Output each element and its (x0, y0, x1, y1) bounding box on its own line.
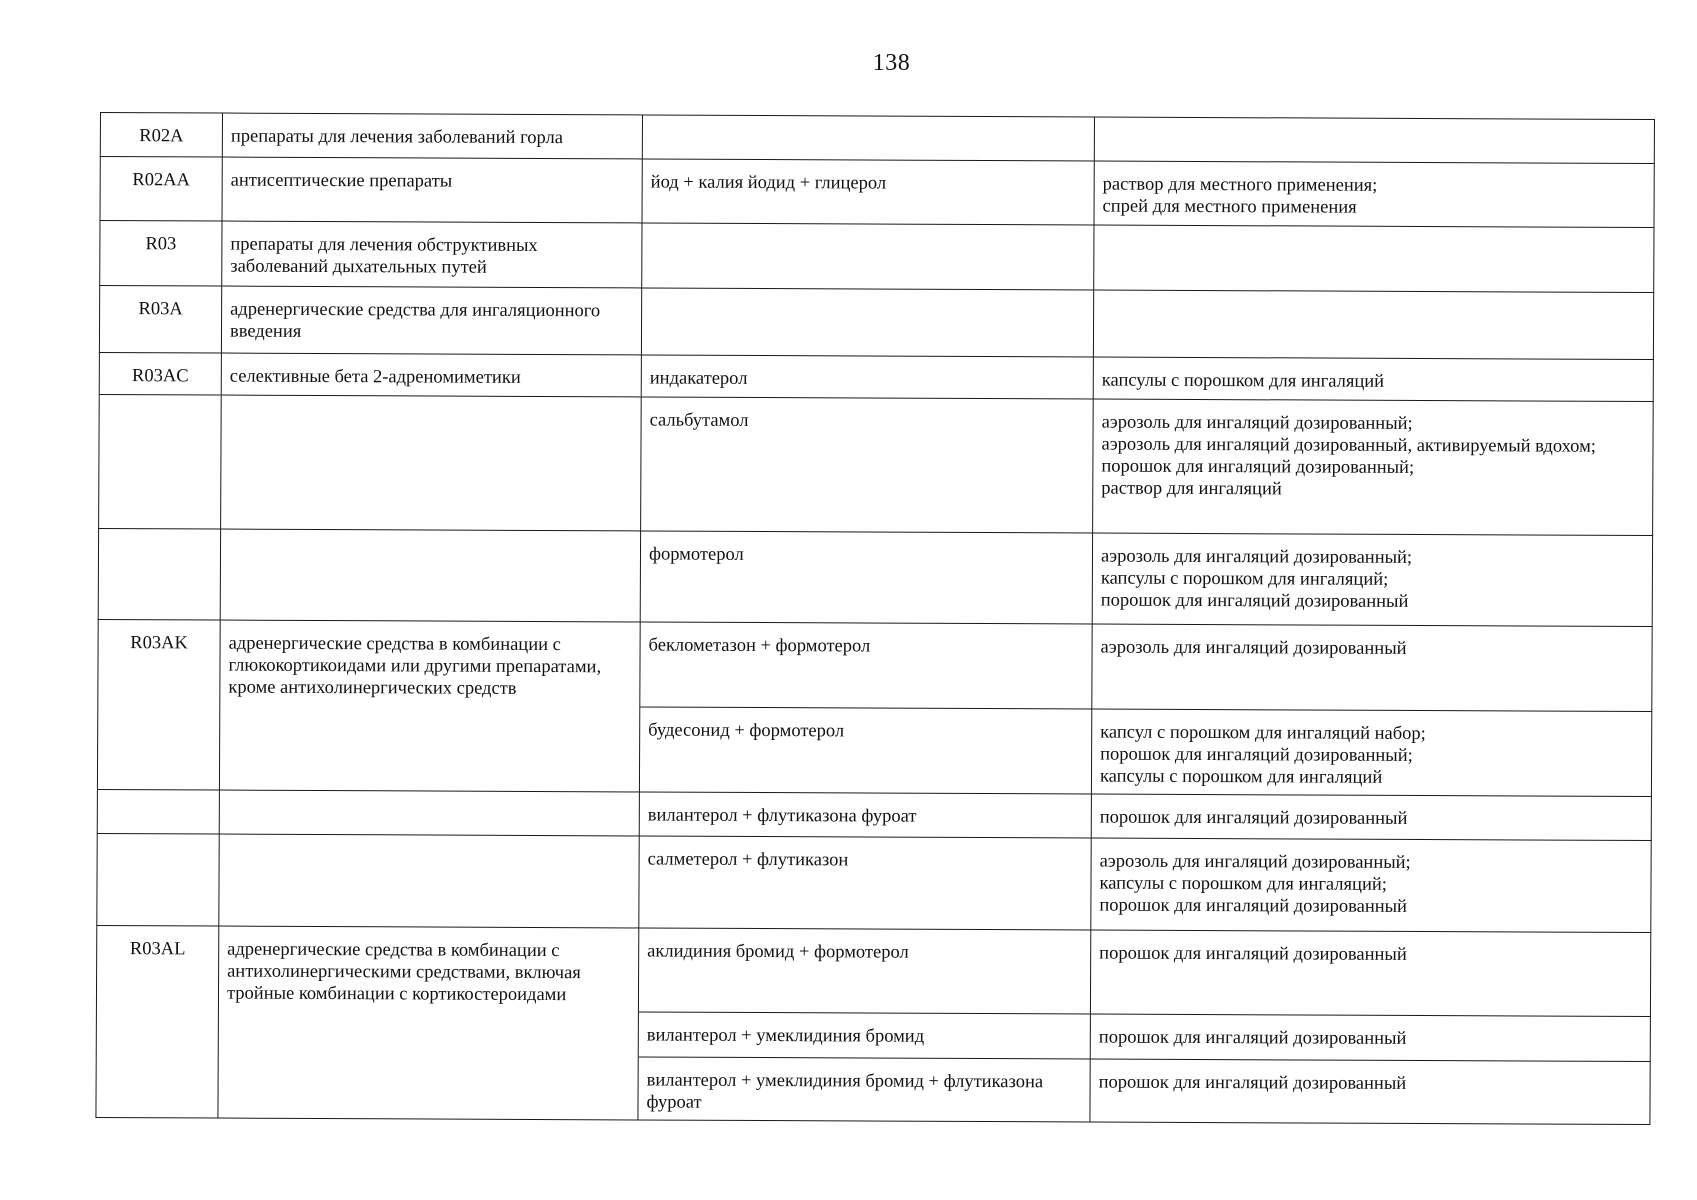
dosage-form-cell: капсулы с порошком для ингаляций (1093, 357, 1653, 402)
atc-code-cell (96, 1054, 218, 1118)
table-row (98, 528, 1652, 626)
table-row (100, 221, 1654, 293)
drug-table (95, 112, 1655, 1125)
table-row (99, 352, 1653, 401)
dosage-form-cell: аэрозоль для ингаляций дозированный; аэрозоль для ингаляций дозированный, активируемый вдохом; порошок для ингаляций дозированный; раствор для ингаляций (1093, 399, 1654, 536)
drug-name-cell (641, 288, 1093, 357)
atc-code-cell (99, 394, 222, 529)
atc-code-cell (98, 528, 220, 620)
group-name-cell (220, 529, 640, 622)
table-row (100, 113, 1654, 164)
drug-name-cell: вилантерол + умеклидиния бромид + флутиказона фуроат (638, 1057, 1090, 1122)
table-row (99, 286, 1653, 360)
dosage-form-cell: порошок для ингаляций дозированный (1090, 930, 1650, 1017)
drug-name-cell: йод + калия йодид + глицерол (642, 159, 1094, 225)
drug-name-cell: вилантерол + умеклидиния бромид (638, 1012, 1090, 1059)
group-name-cell: препараты для лечения обструктивных заболеваний дыхательных путей (222, 221, 642, 288)
group-name-cell (218, 1010, 638, 1057)
table-row (97, 704, 1651, 796)
table-row (97, 833, 1651, 932)
group-name-cell: адренергические средства в комбинации с глюкокортикоидами или другими препаратами, кроме антихолинергических средств (220, 620, 640, 706)
table-row (96, 1054, 1650, 1124)
group-name-cell (219, 790, 639, 836)
drug-name-cell (642, 223, 1094, 290)
page-number: 138 (872, 50, 911, 76)
group-name-cell (219, 834, 639, 928)
table-row (99, 394, 1654, 535)
atc-code-cell (97, 789, 219, 834)
dosage-form-cell (1094, 225, 1654, 293)
drug-name-cell: беклометазон + формотерол (640, 622, 1092, 709)
drug-name-cell: будесонид + формотерол (639, 706, 1091, 793)
dosage-form-cell: аэрозоль для ингаляций дозированный (1092, 624, 1652, 711)
atc-code-cell (97, 704, 219, 790)
group-name-cell (218, 1055, 638, 1120)
drug-name-cell: формотерол (640, 531, 1092, 624)
group-name-cell: селективные бета 2-адреномиметики (221, 353, 641, 397)
group-name-cell (219, 705, 639, 792)
atc-code-cell: R02AA (100, 157, 222, 222)
atc-code-cell (96, 1009, 218, 1055)
dosage-form-cell: аэрозоль для ингаляций дозированный; капсулы с порошком для ингаляций; порошок для ингаляций дозированный (1091, 838, 1651, 933)
atc-code-cell: R03AC (99, 352, 221, 395)
table-row (96, 1009, 1650, 1061)
group-name-cell: препараты для лечения заболеваний горла (222, 113, 642, 159)
table-row (97, 789, 1651, 840)
atc-code-cell: R02A (100, 113, 222, 158)
dosage-form-cell: раствор для местного применения; спрей для местного применения (1094, 161, 1654, 228)
dosage-form-cell: капсул с порошком для ингаляций набор; порошок для ингаляций дозированный; капсулы с порошком для ингаляций (1091, 709, 1651, 797)
dosage-form-cell (1093, 290, 1653, 360)
atc-code-cell: R03 (100, 221, 222, 287)
atc-code-cell: R03AL (96, 925, 218, 1010)
group-name-cell (221, 395, 642, 531)
drug-name-cell: сальбутамол (641, 397, 1094, 533)
table-row (96, 925, 1650, 1017)
dosage-form-cell: порошок для ингаляций дозированный (1091, 794, 1651, 841)
drug-name-cell: вилантерол + флутиказона фуроат (639, 791, 1091, 837)
dosage-form-cell: порошок для ингаляций дозированный (1090, 1014, 1650, 1062)
atc-code-cell: R03A (99, 286, 221, 354)
drug-name-cell: индакатерол (641, 355, 1093, 399)
group-name-cell: антисептические препараты (222, 157, 642, 223)
table-row (100, 157, 1654, 228)
atc-code-cell: R03AK (98, 619, 220, 704)
drug-name-cell (642, 115, 1094, 161)
table-row (98, 619, 1652, 711)
atc-code-cell (97, 833, 219, 926)
group-name-cell: адренергические средства для ингаляционного введения (221, 286, 641, 355)
dosage-form-cell: порошок для ингаляций дозированный (1090, 1059, 1650, 1125)
group-name-cell: адренергические средства в комбинации с антихолинергическими средствами, включая тройные комбинации с кортикостероидами (218, 926, 638, 1012)
drug-name-cell: аклидиния бромид + формотерол (638, 927, 1090, 1014)
drug-name-cell: салметерол + флутиказон (639, 835, 1091, 929)
dosage-form-cell (1094, 117, 1654, 164)
dosage-form-cell: аэрозоль для ингаляций дозированный; капсулы с порошком для ингаляций; порошок для ингаляций дозированный (1092, 533, 1652, 627)
